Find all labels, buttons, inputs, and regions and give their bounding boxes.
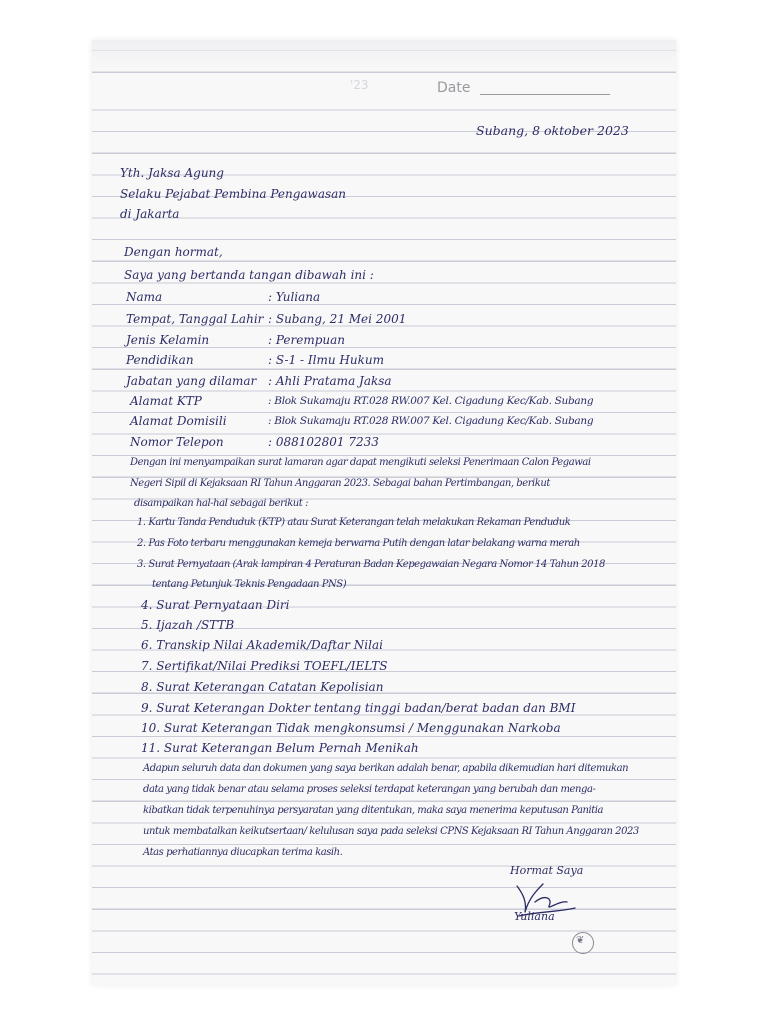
attachment-item-10: 10. Surat Keterangan Tidak mengkonsumsi / Menggunakan Narkoba — [141, 721, 561, 735]
identity-label-gender: Jenis Kelamin — [126, 333, 210, 347]
paragraph1-line-2: Negeri Sipil di Kejaksaan RI Tahun Anggaran 2023. Sebagai bahan Pertimbangan, berikut — [130, 478, 550, 489]
page-header-mark: '23 — [350, 78, 369, 92]
attachment-item-3-continued: tentang Petunjuk Teknis Pengadaan PNS) — [152, 579, 347, 590]
attachment-item-2: 2. Pas Foto terbaru menggunakan kemeja berwarna Putih dengan latar belakang warna merah — [137, 538, 580, 549]
identity-value-position: : Ahli Pratama Jaksa — [268, 374, 392, 388]
attachment-item-7: 7. Sertifikat/Nilai Prediksi TOEFL/IELTS — [141, 659, 388, 673]
identity-value-birth: : Subang, 21 Mei 2001 — [268, 312, 407, 326]
identity-label-domicile: Alamat Domisili — [130, 414, 227, 428]
identity-value-name: : Yuliana — [268, 290, 321, 304]
date-label: Date — [437, 80, 471, 96]
attachment-item-8: 8. Surat Keterangan Catatan Kepolisian — [141, 680, 384, 694]
identity-value-domicile: : Blok Sukamaju RT.028 RW.007 Kel. Cigadung Kec/Kab. Subang — [268, 415, 594, 427]
identity-label-phone: Nomor Telepon — [130, 435, 224, 449]
paragraph2-line-2: data yang tidak benar atau selama proses seleksi terdapat keterangan yang berubah dan menga- — [143, 784, 596, 795]
recipient-line-1: Yth. Jaksa Agung — [120, 166, 224, 180]
identity-label-birth: Tempat, Tanggal Lahir — [126, 312, 264, 326]
recipient-line-2: Selaku Pejabat Pembina Pengawasan — [120, 187, 347, 201]
paragraph2-line-5: Atas perhatiannya diucapkan terima kasih. — [143, 847, 343, 858]
attachment-item-3: 3. Surat Pernyataan (Arak lampiran 4 Peraturan Badan Kepegawaian Negara Nomor 14 Tahun 2018 — [137, 559, 605, 570]
attachment-item-5: 5. Ijazah /STTB — [141, 618, 235, 632]
date-line — [480, 94, 610, 95]
paper-top-shadow — [92, 40, 676, 70]
identity-label-education: Pendidikan — [126, 353, 194, 367]
paragraph2-line-3: kibatkan tidak terpenuhinya persyaratan yang ditentukan, maka saya menerima keputusan Panitia — [143, 805, 604, 816]
intro-line: Saya yang bertanda tangan dibawah ini : — [124, 268, 374, 282]
identity-label-position: Jabatan yang dilamar — [126, 374, 257, 388]
place-date: Subang, 8 oktober 2023 — [476, 123, 629, 138]
lined-paper-sheet — [92, 40, 676, 985]
paper-stamp-glyph: ❦ — [576, 935, 585, 946]
identity-value-ktp-address: : Blok Sukamaju RT.028 RW.007 Kel. Cigadung Kec/Kab. Subang — [268, 395, 594, 407]
paragraph2-line-1: Adapun seluruh data dan dokumen yang saya berikan adalah benar, apabila dikemudian hari ditemukan — [143, 763, 629, 774]
identity-label-name: Nama — [126, 290, 163, 304]
paragraph2-line-4: untuk membatalkan keikutsertaan/ kelulusan saya pada seleksi CPNS Kejaksaan RI Tahun Anggaran 2023 — [143, 826, 639, 837]
greeting: Dengan hormat, — [124, 245, 223, 259]
identity-label-ktp-address: Alamat KTP — [130, 394, 202, 408]
paragraph1-line-3: disampaikan hal-hal sebagai berikut : — [134, 498, 309, 509]
attachment-item-1: 1. Kartu Tanda Penduduk (KTP) atau Surat Keterangan telah melakukan Rekaman Penduduk — [137, 517, 571, 528]
signer-name: Yuliana — [514, 910, 555, 923]
attachment-item-4: 4. Surat Pernyataan Diri — [141, 598, 290, 612]
attachment-item-6: 6. Transkip Nilai Akademik/Daftar Nilai — [141, 638, 383, 652]
identity-value-gender: : Perempuan — [268, 333, 346, 347]
attachment-item-9: 9. Surat Keterangan Dokter tentang tinggi badan/berat badan dan BMI — [141, 701, 576, 715]
identity-value-phone: : 088102801 7233 — [268, 435, 379, 449]
paragraph1-line-1: Dengan ini menyampaikan surat lamaran agar dapat mengikuti seleksi Penerimaan Calon Pegawai — [130, 457, 591, 468]
recipient-line-3: di Jakarta — [120, 207, 180, 221]
closing-text: Hormat Saya — [510, 864, 584, 877]
identity-value-education: : S-1 - Ilmu Hukum — [268, 353, 384, 367]
attachment-item-11: 11. Surat Keterangan Belum Pernah Menikah — [141, 741, 419, 755]
